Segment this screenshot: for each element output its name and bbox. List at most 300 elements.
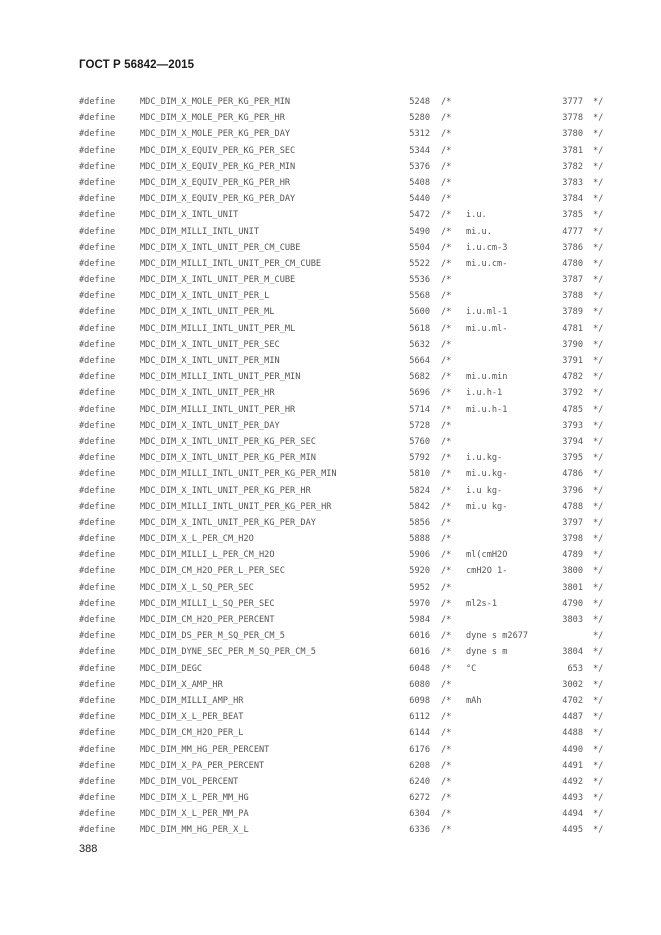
unit-code: 3791 [562, 356, 583, 366]
comment-close: */ [593, 631, 604, 642]
define-row [0, 790, 661, 806]
macro-value: 6098 [409, 695, 430, 706]
define-row [0, 337, 661, 353]
comment-close: */ [593, 404, 604, 415]
define-keyword: #define [79, 323, 116, 334]
define-row [0, 580, 661, 596]
unit-code: 3792 [562, 388, 583, 399]
unit-description: dyne s m [466, 647, 508, 658]
macro-name: MDC_DIM_X_INTL_UNIT_PER_KG_PER_MIN [140, 453, 316, 464]
define-row [0, 774, 661, 790]
macro-name: MDC_DIM_DYNE_SEC_PER_M_SQ_PER_CM_5 [140, 647, 316, 658]
define-keyword: #define [79, 113, 116, 124]
comment-open: /* [441, 242, 452, 253]
define-keyword: #define [79, 210, 116, 221]
define-row [0, 175, 661, 191]
comment-close: */ [593, 712, 604, 723]
define-keyword: #define [79, 226, 116, 237]
unit-code: 3781 [562, 145, 583, 156]
define-keyword: #define [79, 566, 116, 577]
macro-value: 6016 [409, 647, 430, 658]
comment-close: */ [593, 372, 604, 383]
define-keyword: #define [79, 695, 116, 706]
define-keyword: #define [79, 825, 116, 836]
comment-close: */ [593, 210, 604, 221]
unit-description: mi.u.kg- [466, 469, 508, 480]
define-row [0, 758, 661, 774]
comment-close: */ [593, 177, 604, 188]
macro-name: MDC_DIM_X_INTL_UNIT_PER_CM_CUBE [140, 242, 301, 253]
macro-name: MDC_DIM_MILLI_INTL_UNIT [140, 226, 259, 237]
define-row [0, 677, 661, 693]
macro-name: MDC_DIM_X_INTL_UNIT_PER_HR [140, 388, 275, 399]
macro-name: MDC_DIM_MILLI_L_PER_CM_H2O [140, 550, 275, 561]
macro-name: MDC_DIM_MILLI_INTL_UNIT_PER_ML [140, 323, 296, 334]
unit-code: 3790 [562, 339, 583, 350]
comment-close: */ [593, 598, 604, 609]
define-row [0, 369, 661, 385]
unit-code: 3786 [562, 242, 583, 253]
macro-name: MDC_DIM_MILLI_AMP_HR [140, 695, 244, 706]
define-keyword: #define [79, 663, 116, 674]
comment-close: */ [593, 97, 604, 107]
macro-value: 6016 [409, 631, 430, 642]
unit-code: 3780 [562, 129, 583, 140]
page-title: ГОСТ Р 56842—2015 [79, 59, 195, 71]
macro-name: MDC_DIM_X_L_PER_MM_HG [140, 793, 249, 804]
comment-close: */ [593, 793, 604, 804]
comment-open: /* [441, 307, 452, 318]
unit-description: i.u.h-1 [466, 388, 503, 399]
comment-open: /* [441, 485, 452, 496]
unit-code: 4785 [562, 404, 583, 415]
comment-close: */ [593, 501, 604, 512]
unit-code: 4789 [562, 550, 583, 561]
define-row [0, 806, 661, 822]
define-keyword: #define [79, 258, 116, 269]
macro-name: MDC_DIM_DS_PER_M_SQ_PER_CM_5 [140, 631, 285, 642]
macro-value: 6112 [409, 712, 430, 723]
comment-open: /* [441, 177, 452, 188]
comment-open: /* [441, 372, 452, 383]
define-keyword: #define [79, 404, 116, 415]
macro-name: MDC_DIM_MILLI_INTL_UNIT_PER_HR [140, 404, 296, 415]
unit-code: 3803 [562, 615, 583, 625]
comment-close: */ [593, 436, 604, 447]
comment-open: /* [441, 436, 452, 447]
define-keyword: #define [79, 501, 116, 512]
comment-open: /* [441, 356, 452, 366]
define-row [0, 304, 661, 320]
unit-code: 4702 [562, 695, 583, 706]
comment-open: /* [441, 679, 452, 690]
macro-value: 5682 [409, 372, 430, 383]
comment-open: /* [441, 404, 452, 415]
unit-code: 4781 [562, 323, 583, 334]
macro-value: 5856 [409, 517, 430, 528]
macro-value: 6336 [409, 825, 430, 836]
unit-description: dyne s m2677 [466, 631, 529, 642]
comment-open: /* [441, 323, 452, 334]
macro-name: MDC_DIM_X_MOLE_PER_KG_PER_MIN [140, 97, 291, 107]
comment-open: /* [441, 275, 452, 286]
unit-description: mi.u kg- [466, 501, 508, 512]
comment-close: */ [593, 113, 604, 124]
comment-close: */ [593, 291, 604, 302]
comment-close: */ [593, 453, 604, 464]
macro-value: 5760 [409, 436, 430, 447]
macro-name: MDC_DIM_X_INTL_UNIT_PER_L [140, 291, 270, 302]
comment-close: */ [593, 809, 604, 820]
comment-open: /* [441, 501, 452, 512]
unit-description: ml(cmH2O [466, 550, 508, 561]
macro-value: 5440 [409, 194, 430, 205]
macro-name: MDC_DIM_X_INTL_UNIT_PER_SEC [140, 339, 280, 350]
unit-description: mi.u. [466, 226, 492, 237]
define-keyword: #define [79, 469, 116, 480]
define-keyword: #define [79, 744, 116, 755]
macro-name: MDC_DIM_MM_HG_PER_X_L [140, 825, 249, 836]
comment-close: */ [593, 356, 604, 366]
define-keyword: #define [79, 307, 116, 318]
unit-code: 3801 [562, 582, 583, 593]
macro-value: 6304 [409, 809, 430, 820]
macro-value: 5312 [409, 129, 430, 140]
define-listing [0, 94, 661, 839]
define-row [0, 709, 661, 725]
macro-name: MDC_DIM_VOL_PERCENT [140, 776, 239, 787]
macro-value: 5970 [409, 598, 430, 609]
macro-name: MDC_DIM_CM_H2O_PER_L [140, 728, 244, 739]
define-row [0, 725, 661, 741]
unit-description: mi.u.ml- [466, 323, 508, 334]
comment-close: */ [593, 550, 604, 561]
macro-value: 5504 [409, 242, 430, 253]
macro-value: 5490 [409, 226, 430, 237]
unit-code: 3793 [562, 420, 583, 431]
comment-open: /* [441, 161, 452, 172]
define-keyword: #define [79, 485, 116, 496]
unit-description: mi.u.cm- [466, 258, 508, 269]
comment-close: */ [593, 728, 604, 739]
unit-description: i.u.kg- [466, 453, 503, 464]
define-keyword: #define [79, 712, 116, 723]
comment-open: /* [441, 695, 452, 706]
macro-name: MDC_DIM_X_INTL_UNIT_PER_KG_PER_SEC [140, 436, 316, 447]
define-row [0, 693, 661, 709]
unit-description: °C [466, 663, 477, 674]
define-row [0, 644, 661, 660]
unit-code: 4487 [562, 712, 583, 723]
define-keyword: #define [79, 728, 116, 739]
macro-value: 5632 [409, 339, 430, 350]
comment-open: /* [441, 210, 452, 221]
define-keyword: #define [79, 242, 116, 253]
define-row [0, 628, 661, 644]
macro-name: MDC_DIM_X_L_SQ_PER_SEC [140, 582, 254, 593]
unit-code: 3798 [562, 534, 583, 545]
unit-code: 3785 [562, 210, 583, 221]
macro-value: 5618 [409, 323, 430, 334]
comment-close: */ [593, 744, 604, 755]
macro-name: MDC_DIM_X_L_PER_MM_PA [140, 809, 249, 820]
unit-code: 3789 [562, 307, 583, 318]
define-row [0, 450, 661, 466]
define-row [0, 483, 661, 499]
unit-code: 3777 [562, 97, 583, 107]
comment-close: */ [593, 323, 604, 334]
comment-open: /* [441, 388, 452, 399]
unit-code: 4493 [562, 793, 583, 804]
define-row [0, 191, 661, 207]
unit-description: i.u.cm-3 [466, 242, 508, 253]
define-row [0, 288, 661, 304]
define-keyword: #define [79, 793, 116, 804]
comment-close: */ [593, 615, 604, 625]
unit-code: 4790 [562, 598, 583, 609]
define-row [0, 94, 661, 110]
unit-code: 3002 [562, 679, 583, 690]
define-row [0, 143, 661, 159]
macro-value: 5842 [409, 501, 430, 512]
define-row [0, 110, 661, 126]
define-row [0, 240, 661, 256]
macro-value: 5568 [409, 291, 430, 302]
macro-name: MDC_DIM_X_EQUIV_PER_KG_PER_MIN [140, 161, 296, 172]
comment-open: /* [441, 113, 452, 124]
comment-open: /* [441, 647, 452, 658]
define-row [0, 661, 661, 677]
macro-name: MDC_DIM_X_PA_PER_PERCENT [140, 760, 265, 771]
macro-value: 5824 [409, 485, 430, 496]
macro-value: 5344 [409, 145, 430, 156]
define-keyword: #define [79, 582, 116, 593]
macro-name: MDC_DIM_DEGC [140, 663, 203, 674]
macro-value: 5696 [409, 388, 430, 399]
comment-close: */ [593, 695, 604, 706]
macro-name: MDC_DIM_X_INTL_UNIT_PER_MIN [140, 356, 280, 366]
comment-open: /* [441, 420, 452, 431]
unit-description: mAh [466, 695, 482, 706]
define-row [0, 434, 661, 450]
define-keyword: #define [79, 372, 116, 383]
comment-close: */ [593, 663, 604, 674]
comment-close: */ [593, 258, 604, 269]
comment-open: /* [441, 793, 452, 804]
define-keyword: #define [79, 291, 116, 302]
macro-name: MDC_DIM_X_INTL_UNIT_PER_KG_PER_DAY [140, 517, 316, 528]
macro-value: 6176 [409, 744, 430, 755]
unit-description: i.u.ml-1 [466, 307, 508, 318]
comment-close: */ [593, 339, 604, 350]
unit-code: 3796 [562, 485, 583, 496]
macro-name: MDC_DIM_X_EQUIV_PER_KG_PER_HR [140, 177, 291, 188]
comment-close: */ [593, 825, 604, 836]
comment-close: */ [593, 242, 604, 253]
comment-open: /* [441, 825, 452, 836]
define-keyword: #define [79, 679, 116, 690]
macro-value: 5906 [409, 550, 430, 561]
unit-code: 653 [567, 663, 583, 674]
comment-open: /* [441, 663, 452, 674]
macro-value: 6048 [409, 663, 430, 674]
define-keyword: #define [79, 550, 116, 561]
comment-close: */ [593, 161, 604, 172]
macro-name: MDC_DIM_X_MOLE_PER_KG_PER_HR [140, 113, 285, 124]
comment-open: /* [441, 194, 452, 205]
define-row [0, 742, 661, 758]
macro-value: 5984 [409, 615, 430, 625]
macro-name: MDC_DIM_MILLI_INTL_UNIT_PER_KG_PER_HR [140, 501, 332, 512]
comment-close: */ [593, 275, 604, 286]
define-keyword: #define [79, 517, 116, 528]
unit-code: 4492 [562, 776, 583, 787]
define-keyword: #define [79, 388, 116, 399]
unit-description: i.u kg- [466, 485, 503, 496]
unit-code: 4495 [562, 825, 583, 836]
comment-close: */ [593, 420, 604, 431]
define-row [0, 531, 661, 547]
define-keyword: #define [79, 534, 116, 545]
unit-description: mi.u.h-1 [466, 404, 508, 415]
macro-name: MDC_DIM_X_INTL_UNIT_PER_M_CUBE [140, 275, 296, 286]
define-keyword: #define [79, 631, 116, 642]
unit-code: 4782 [562, 372, 583, 383]
define-row [0, 272, 661, 288]
macro-value: 5810 [409, 469, 430, 480]
comment-close: */ [593, 647, 604, 658]
macro-value: 5376 [409, 161, 430, 172]
define-keyword: #define [79, 177, 116, 188]
define-keyword: #define [79, 436, 116, 447]
unit-code: 4786 [562, 469, 583, 480]
macro-name: MDC_DIM_X_INTL_UNIT_PER_ML [140, 307, 275, 318]
comment-close: */ [593, 760, 604, 771]
define-row [0, 385, 661, 401]
macro-value: 5536 [409, 275, 430, 286]
unit-code: 4488 [562, 728, 583, 739]
unit-code: 4490 [562, 744, 583, 755]
define-keyword: #define [79, 776, 116, 787]
unit-code: 4780 [562, 258, 583, 269]
comment-open: /* [441, 744, 452, 755]
comment-close: */ [593, 226, 604, 237]
macro-value: 6272 [409, 793, 430, 804]
macro-name: MDC_DIM_MILLI_INTL_UNIT_PER_CM_CUBE [140, 258, 322, 269]
comment-close: */ [593, 517, 604, 528]
macro-value: 5714 [409, 404, 430, 415]
comment-close: */ [593, 776, 604, 787]
macro-value: 5472 [409, 210, 430, 221]
unit-description: cmH2O 1- [466, 566, 508, 577]
macro-value: 5600 [409, 307, 430, 318]
unit-description: ml2s-1 [466, 598, 498, 609]
unit-code: 4491 [562, 760, 583, 771]
comment-close: */ [593, 485, 604, 496]
comment-open: /* [441, 226, 452, 237]
define-row [0, 321, 661, 337]
comment-open: /* [441, 582, 452, 593]
comment-open: /* [441, 550, 452, 561]
comment-open: /* [441, 598, 452, 609]
macro-value: 5888 [409, 534, 430, 545]
unit-code: 3783 [562, 177, 583, 188]
define-keyword: #define [79, 615, 116, 625]
define-keyword: #define [79, 275, 116, 286]
define-keyword: #define [79, 129, 116, 140]
comment-open: /* [441, 534, 452, 545]
comment-open: /* [441, 469, 452, 480]
unit-code: 3784 [562, 194, 583, 205]
unit-code: 3778 [562, 113, 583, 124]
define-row [0, 256, 661, 272]
unit-code: 3782 [562, 161, 583, 172]
comment-open: /* [441, 776, 452, 787]
macro-name: MDC_DIM_X_AMP_HR [140, 679, 223, 690]
define-keyword: #define [79, 809, 116, 820]
comment-close: */ [593, 194, 604, 205]
macro-name: MDC_DIM_MILLI_INTL_UNIT_PER_MIN [140, 372, 301, 383]
unit-code: 3804 [562, 647, 583, 658]
comment-close: */ [593, 388, 604, 399]
unit-code: 3787 [562, 275, 583, 286]
comment-open: /* [441, 339, 452, 350]
unit-description: mi.u.min [466, 372, 508, 383]
comment-open: /* [441, 712, 452, 723]
comment-open: /* [441, 145, 452, 156]
macro-name: MDC_DIM_X_EQUIV_PER_KG_PER_DAY [140, 194, 296, 205]
unit-code: 4777 [562, 226, 583, 237]
define-row [0, 515, 661, 531]
macro-value: 5728 [409, 420, 430, 431]
comment-close: */ [593, 469, 604, 480]
macro-value: 5920 [409, 566, 430, 577]
comment-open: /* [441, 809, 452, 820]
define-keyword: #define [79, 356, 116, 366]
macro-name: MDC_DIM_X_INTL_UNIT_PER_DAY [140, 420, 280, 431]
comment-close: */ [593, 582, 604, 593]
macro-value: 6080 [409, 679, 430, 690]
define-keyword: #define [79, 97, 116, 107]
macro-name: MDC_DIM_CM_H2O_PER_PERCENT [140, 615, 275, 625]
macro-value: 5408 [409, 177, 430, 188]
macro-name: MDC_DIM_X_EQUIV_PER_KG_PER_SEC [140, 145, 296, 156]
define-row [0, 596, 661, 612]
comment-open: /* [441, 760, 452, 771]
comment-open: /* [441, 631, 452, 642]
define-row [0, 563, 661, 579]
macro-name: MDC_DIM_X_L_PER_CM_H2O [140, 534, 254, 545]
define-row [0, 547, 661, 563]
define-keyword: #define [79, 647, 116, 658]
page-number: 388 [79, 843, 98, 855]
comment-open: /* [441, 615, 452, 625]
macro-name: MDC_DIM_CM_H2O_PER_L_PER_SEC [140, 566, 285, 577]
define-row [0, 612, 661, 628]
unit-code: 3795 [562, 453, 583, 464]
macro-value: 5664 [409, 356, 430, 366]
macro-name: MDC_DIM_X_MOLE_PER_KG_PER_DAY [140, 129, 291, 140]
macro-value: 5792 [409, 453, 430, 464]
comment-close: */ [593, 145, 604, 156]
define-row [0, 402, 661, 418]
define-keyword: #define [79, 760, 116, 771]
unit-code: 4788 [562, 501, 583, 512]
unit-code: 3794 [562, 436, 583, 447]
comment-close: */ [593, 679, 604, 690]
define-keyword: #define [79, 598, 116, 609]
unit-code: 3797 [562, 517, 583, 528]
